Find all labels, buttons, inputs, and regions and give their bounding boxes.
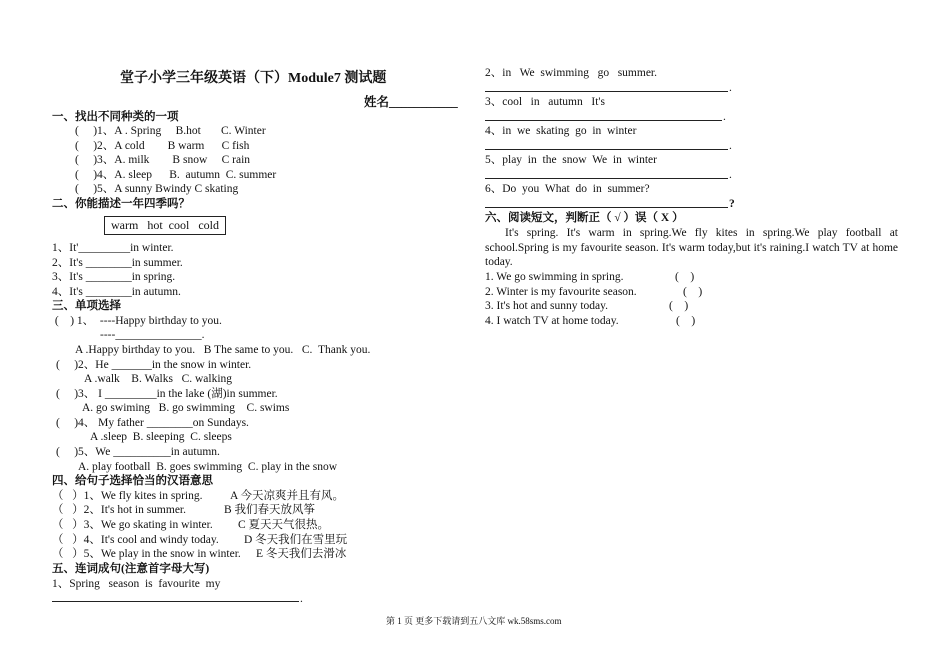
sec4-meaning: C 夏天天气很热。 bbox=[238, 519, 330, 531]
sec4-meaning: E 冬天我们去滑冰 bbox=[256, 548, 347, 560]
answer-blank[interactable]: ( ) bbox=[676, 315, 696, 327]
sec1-item: ( )4、A. sleep B. autumn C. summer bbox=[75, 169, 277, 181]
sec5-item: 2、in We swimming go summer. bbox=[485, 67, 658, 79]
sec3-line: ----_______________. bbox=[100, 329, 205, 341]
sec2-item: 1、It'_________in winter. bbox=[52, 242, 174, 254]
section-3-heading: 三、单项选择 bbox=[52, 300, 121, 312]
sec4-meaning: B 我们春天放风筝 bbox=[224, 504, 316, 516]
page-title: 堂子小学三年级英语（下）Module7 测试题 bbox=[120, 71, 387, 86]
sec5-item: 1、Spring season is favourite my bbox=[52, 578, 221, 590]
answer-blank[interactable]: ( ) bbox=[669, 300, 689, 312]
sec4-sentence: （ ）5、We play in the snow in winter. bbox=[52, 548, 241, 560]
sec3-line: ( )2、He _______in the snow in winter. bbox=[56, 359, 252, 371]
sentence-end: ? bbox=[729, 198, 735, 210]
statement: 2. Winter is my favourite season. bbox=[485, 286, 637, 298]
sec3-line: A. play football B. goes swimming C. play in the snow bbox=[78, 461, 338, 473]
sec3-line: A .Happy birthday to you. B The same to you. C. Thank you. bbox=[75, 344, 371, 356]
section-4-heading: 四、给句子选择恰当的汉语意思 bbox=[52, 475, 213, 487]
section-1-heading: 一、找出不同种类的一项 bbox=[52, 111, 179, 123]
sec4-sentence: （ ）1、We fly kites in spring. bbox=[52, 490, 203, 502]
sec1-item: ( )2、A cold B warm C fish bbox=[75, 140, 250, 152]
answer-line bbox=[485, 149, 728, 150]
reading-passage: It's spring. It's warm in spring.We fly kites in spring.We play football at school.Spring is my favourite season. It's warm today,but it's raining.I watch TV at home today. bbox=[485, 227, 898, 269]
sentence-end: . bbox=[300, 593, 303, 605]
sec1-item: ( )3、A. milk B snow C rain bbox=[75, 154, 251, 166]
answer-blank[interactable]: ( ) bbox=[683, 286, 703, 298]
sec5-item: 4、in we skating go in winter bbox=[485, 125, 637, 137]
answer-line bbox=[485, 91, 728, 92]
sec5-item: 5、play in the snow We in winter bbox=[485, 154, 657, 166]
sec2-item: 3、It's ________in spring. bbox=[52, 271, 176, 283]
sec4-sentence: （ ）4、It's cool and windy today. bbox=[52, 534, 219, 546]
sentence-end: . bbox=[729, 169, 732, 181]
sec1-item: ( )5、A sunny Bwindy C skating bbox=[75, 183, 239, 195]
sentence-end: . bbox=[729, 140, 732, 152]
sec4-sentence: （ ）2、It's hot in summer. bbox=[52, 504, 187, 516]
answer-line bbox=[485, 178, 728, 179]
sec3-line: ( )4、 My father ________on Sundays. bbox=[56, 417, 249, 429]
sec3-line: ( ) 1、 ----Happy birthday to you. bbox=[52, 315, 222, 327]
sec1-item: ( )1、A . Spring B.hot C. Winter bbox=[75, 125, 266, 137]
statement: 4. I watch TV at home today. bbox=[485, 315, 619, 327]
sec2-item: 4、It's ________in autumn. bbox=[52, 286, 181, 298]
answer-line bbox=[52, 601, 299, 602]
sec4-sentence: （ ）3、We go skating in winter. bbox=[52, 519, 213, 531]
page-footer: 第 1 页 更多下载请到五八文库 wk.58sms.com bbox=[386, 616, 562, 626]
sec3-line: A. go swiming B. go swimming C. swims bbox=[82, 402, 290, 414]
sec3-line: ( )3、 I _________in the lake (湖)in summer. bbox=[56, 388, 278, 400]
sec3-line: A .sleep B. sleeping C. sleeps bbox=[90, 431, 232, 443]
word-box: warm hot cool cold bbox=[104, 216, 226, 235]
sec3-line: A .walk B. Walks C. walking bbox=[84, 373, 233, 385]
section-5-heading: 五、连词成句(注意首字母大写) bbox=[52, 563, 210, 575]
sec4-meaning: A 今天凉爽并且有风。 bbox=[230, 490, 345, 502]
statement: 3. It's hot and sunny today. bbox=[485, 300, 609, 312]
section-2-heading: 二、你能描述一年四季吗？ bbox=[52, 198, 190, 210]
sentence-end: . bbox=[723, 111, 726, 123]
statement: 1. We go swimming in spring. bbox=[485, 271, 624, 283]
sec4-meaning: D 冬天我们在雪里玩 bbox=[244, 534, 348, 546]
sec5-item: 6、Do you What do in summer? bbox=[485, 183, 650, 195]
section-6-heading: 六、阅读短文，判断正（ √ ）误（ X ） bbox=[485, 212, 684, 224]
sec5-item: 3、cool in autumn It's bbox=[485, 96, 605, 108]
answer-line bbox=[485, 207, 728, 208]
answer-line bbox=[485, 120, 722, 121]
answer-blank[interactable]: ( ) bbox=[675, 271, 695, 283]
sentence-end: . bbox=[729, 82, 732, 94]
sec3-line: ( )5、We __________in autumn. bbox=[56, 446, 220, 458]
sec2-item: 2、It's ________in summer. bbox=[52, 257, 183, 269]
name-label: 姓名___________ bbox=[364, 95, 458, 109]
